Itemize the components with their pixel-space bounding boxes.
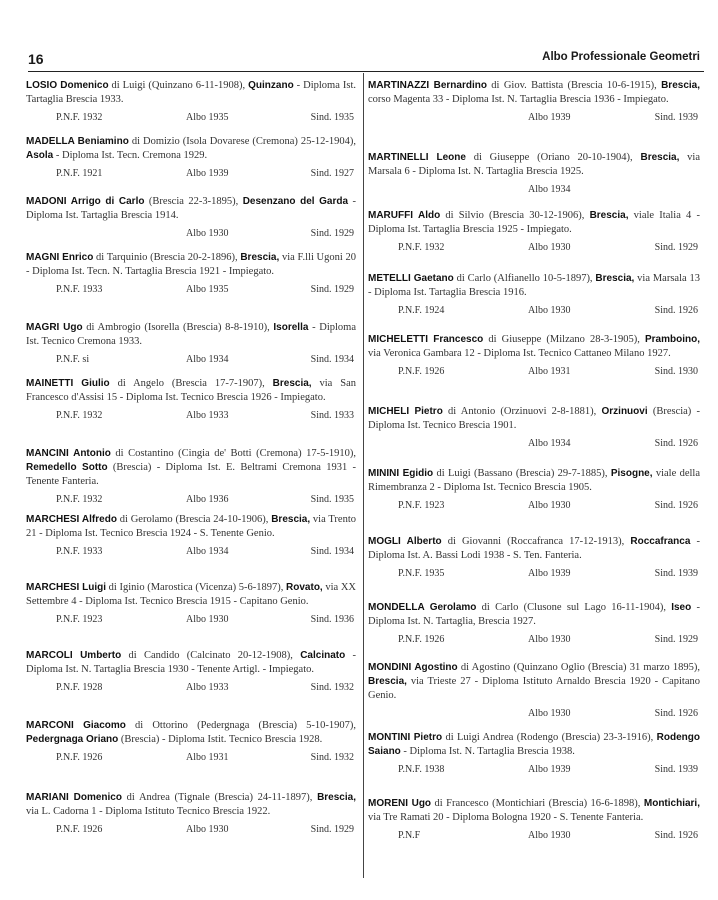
albo-value: Albo 1930 — [528, 242, 571, 253]
albo-value: Albo 1936 — [186, 494, 229, 505]
entry-place: Brescia, — [640, 152, 680, 163]
directory-entry — [368, 151, 700, 198]
albo-value: Albo 1933 — [186, 682, 229, 693]
sind-value: Sind. 1926 — [654, 708, 698, 719]
entry-text — [368, 209, 700, 237]
entry-name: MARTINAZZI Bernardino — [368, 80, 487, 91]
sind-value: Sind. 1935 — [310, 112, 354, 123]
entry-name: MANCINI Antonio — [26, 448, 111, 459]
entry-place: Rodengo Saiano — [368, 732, 700, 757]
albo-value: Albo 1939 — [528, 568, 571, 579]
entry-registration — [26, 546, 356, 560]
directory-entry — [26, 79, 356, 126]
entry-text — [26, 791, 356, 819]
entry-text — [26, 447, 356, 489]
entry-detail: di Luigi Andrea (Rodengo (Brescia) 23-3-1916), — [442, 732, 657, 743]
entry-registration — [26, 614, 356, 628]
entry-text — [26, 513, 356, 541]
entry-detail: (Brescia 22-3-1895), — [144, 196, 243, 207]
sind-value: Sind. 1926 — [654, 500, 698, 511]
sind-value: Sind. 1939 — [654, 764, 698, 775]
entry-detail: di Giov. Battista (Brescia 10-6-1915), — [486, 80, 662, 91]
pnf-value: P.N.F. 1926 — [56, 752, 103, 763]
entry-detail: di Ottorino (Pedergnaga (Brescia) 5-10-1907), — [125, 720, 356, 731]
sind-value: Sind. 1932 — [310, 752, 354, 763]
entry-registration — [26, 112, 356, 126]
entry-registration — [368, 112, 700, 126]
albo-value: Albo 1930 — [186, 824, 229, 835]
entry-name: MICHELI Pietro — [368, 406, 443, 417]
sind-value: Sind. 1929 — [310, 228, 354, 239]
entry-registration — [368, 305, 700, 319]
entry-place: Isorella — [273, 322, 309, 333]
directory-entry — [26, 649, 356, 696]
directory-entry — [26, 447, 356, 508]
entry-text — [368, 601, 700, 629]
directory-entry — [26, 251, 356, 298]
albo-value: Albo 1930 — [528, 634, 571, 645]
sind-value: Sind. 1934 — [310, 546, 354, 557]
entry-name: MARCHESI Alfredo — [26, 514, 117, 525]
entry-detail-after: viale Italia 4 - Diploma Ist. Tartaglia Brescia 1925 - Impiegato. — [368, 210, 700, 235]
sind-value: Sind. 1926 — [654, 305, 698, 316]
entry-place: Brescia, — [240, 252, 280, 263]
entry-registration — [368, 242, 700, 256]
albo-value: Albo 1939 — [528, 764, 571, 775]
entry-detail: di Iginio (Marostica (Vicenza) 5-6-1897), — [106, 582, 287, 593]
entry-name: MADONI Arrigo di Carlo — [26, 196, 145, 207]
entry-text — [368, 797, 700, 825]
entry-place: Brescia, — [317, 792, 356, 803]
pnf-value: P.N.F — [398, 830, 421, 841]
pnf-value: P.N.F. 1924 — [398, 305, 445, 316]
entry-registration — [368, 634, 700, 648]
entry-detail-after: viale della Rimembranza 2 - Diploma Ist. Tecnico Brescia 1905. — [368, 468, 700, 493]
directory-entry — [26, 377, 356, 424]
pnf-value: P.N.F. 1932 — [398, 242, 445, 253]
directory-entry — [368, 333, 700, 380]
entry-text — [368, 731, 700, 759]
entry-place: Brescia, — [595, 273, 635, 284]
entry-detail-after: via L. Cadorna 1 - Diploma Istituto Tecnico Brescia 1922. — [26, 806, 271, 817]
entry-place: Iseo — [671, 602, 692, 613]
entry-detail: di Antonio (Orzinuovi 2-8-1881), — [442, 406, 602, 417]
entry-text — [368, 272, 700, 300]
entry-registration — [26, 682, 356, 696]
entry-detail: di Costantino (Cingia de' Botti (Cremona) 17-5-1910), — [110, 448, 356, 459]
entry-name: MONDINI Agostino — [368, 662, 458, 673]
entry-registration — [368, 568, 700, 582]
entry-detail-after: via Tre Ramati 20 - Diploma Bologna 1920 - S. Tenente Fanteria. — [368, 812, 644, 823]
pnf-value: P.N.F. 1926 — [56, 824, 103, 835]
albo-value: Albo 1939 — [186, 168, 229, 179]
entry-detail: di Luigi (Bassano (Brescia) 29-7-1885), — [433, 468, 611, 479]
entry-registration — [368, 184, 700, 198]
entry-name: MAGRI Ugo — [26, 322, 83, 333]
sind-value: Sind. 1939 — [654, 568, 698, 579]
entry-place: Pisogne, — [610, 468, 653, 479]
albo-value: Albo 1933 — [186, 410, 229, 421]
pnf-value: P.N.F. 1932 — [56, 494, 103, 505]
entry-name: MAGNI Enrico — [26, 252, 94, 263]
entry-text — [26, 251, 356, 279]
entry-place: Brescia, — [271, 514, 311, 525]
entry-text — [26, 649, 356, 677]
entry-place: Brescia, — [368, 676, 407, 687]
entry-detail-after: - Diploma Ist. N. Tartaglia, Brescia 1927. — [368, 602, 700, 627]
entry-detail-after: via XX Settembre 4 - Diploma Ist. Tecnico Brescia 1915 - Capitano Genio. — [26, 582, 356, 607]
entry-registration — [26, 824, 356, 838]
entry-registration — [26, 168, 356, 182]
entry-registration — [26, 752, 356, 766]
entry-place: Roccafranca — [630, 536, 691, 547]
entry-detail: di Luigi (Quinzano 6-11-1908), — [108, 80, 249, 91]
entry-place: Pramboino, — [644, 334, 700, 345]
directory-entry — [368, 797, 700, 844]
entry-detail-after: - Diploma Ist. N. Tartaglia Brescia 1938. — [400, 746, 575, 757]
pnf-value: P.N.F. 1933 — [56, 284, 103, 295]
entry-detail: di Agostino (Quinzano Oglio (Brescia) 31 marzo 1895), — [457, 662, 700, 673]
entry-registration — [368, 764, 700, 778]
pnf-value: P.N.F. 1928 — [56, 682, 103, 693]
sind-value: Sind. 1933 — [310, 410, 354, 421]
directory-entry — [368, 209, 700, 256]
entry-detail: di Francesco (Montichiari (Brescia) 16-6-1898), — [431, 798, 644, 809]
pnf-value: P.N.F. 1926 — [398, 634, 445, 645]
pnf-value: P.N.F. 1932 — [56, 410, 103, 421]
entry-name: LOSIO Domenico — [26, 80, 109, 91]
entry-name: MOGLI Alberto — [368, 536, 442, 547]
albo-value: Albo 1931 — [528, 366, 571, 377]
entry-text — [26, 195, 356, 223]
entry-detail: di Ambrogio (Isorella (Brescia) 8-8-1910), — [82, 322, 274, 333]
entry-text — [26, 321, 356, 349]
entry-name: METELLI Gaetano — [368, 273, 454, 284]
sind-value: Sind. 1929 — [654, 634, 698, 645]
entry-place: Desenzano del Garda — [242, 196, 349, 207]
entry-detail-after: via San Francesco d'Assisi 15 - Diploma Ist. Tecnico Brescia 1926 - Impiegato. — [26, 378, 356, 403]
entry-place: Montichiari, — [643, 798, 700, 809]
entry-place: Calcinato — [300, 650, 346, 661]
entry-name: MONDELLA Gerolamo — [368, 602, 477, 613]
entry-name: MARUFFI Aldo — [368, 210, 441, 221]
entry-registration — [26, 410, 356, 424]
pnf-value: P.N.F. 1935 — [398, 568, 445, 579]
entry-detail-after: - Diploma Ist. Tartaglia Brescia 1933. — [26, 80, 356, 105]
albo-value: Albo 1930 — [186, 614, 229, 625]
entry-registration — [368, 500, 700, 514]
sind-value: Sind. 1939 — [654, 112, 698, 123]
albo-value: Albo 1930 — [528, 708, 571, 719]
pnf-value: P.N.F. 1938 — [398, 764, 445, 775]
directory-entry — [26, 581, 356, 628]
entry-place: Brescia, — [589, 210, 629, 221]
entry-detail: di Carlo (Clusone sul Lago 16-11-1904), — [476, 602, 672, 613]
entry-registration — [368, 366, 700, 380]
directory-entry — [368, 405, 700, 452]
directory-entry — [26, 513, 356, 560]
entry-registration — [368, 438, 700, 452]
sind-value: Sind. 1929 — [310, 824, 354, 835]
entry-place: Pedergnaga Oriano — [26, 734, 119, 745]
entry-place: Rovato, — [286, 582, 323, 593]
entry-text — [368, 333, 700, 361]
entry-detail-after: - Diploma Ist. Tartaglia Brescia 1914. — [26, 196, 356, 221]
albo-value: Albo 1935 — [186, 284, 229, 295]
entry-detail: di Tarquinio (Brescia 20-2-1896), — [93, 252, 241, 263]
sind-value: Sind. 1930 — [654, 366, 698, 377]
entry-detail: di Angelo (Brescia 17-7-1907), — [109, 378, 273, 389]
entry-name: MARCHESI Luigi — [26, 582, 107, 593]
pnf-value: P.N.F. 1923 — [398, 500, 445, 511]
albo-value: Albo 1930 — [186, 228, 229, 239]
entry-detail-after: via Trieste 27 - Diploma Istituto Arnaldo Brescia 1920 - Capitano Genio. — [368, 676, 700, 701]
entry-detail: di Giovanni (Roccafranca 17-12-1913), — [441, 536, 631, 547]
sind-value: Sind. 1936 — [310, 614, 354, 625]
entry-registration — [26, 228, 356, 242]
entry-name: MONTINI Pietro — [368, 732, 443, 743]
albo-value: Albo 1939 — [528, 112, 571, 123]
pnf-value: P.N.F. 1933 — [56, 546, 103, 557]
directory-entry — [368, 601, 700, 648]
entry-registration — [26, 494, 356, 508]
pnf-value: P.N.F. 1923 — [56, 614, 103, 625]
entry-text — [26, 581, 356, 609]
directory-entry — [368, 467, 700, 514]
entry-detail: di Andrea (Tignale (Brescia) 24-11-1897), — [121, 792, 318, 803]
directory-entry — [26, 321, 356, 368]
sind-value: Sind. 1932 — [310, 682, 354, 693]
directory-entry — [368, 79, 700, 126]
entry-registration — [368, 830, 700, 844]
entry-detail-after: corso Magenta 33 - Diploma Ist. N. Tartaglia Brescia 1936 - Impiegato. — [368, 94, 669, 105]
directory-entry — [26, 791, 356, 838]
directory-entry — [26, 719, 356, 766]
entry-name: MININI Egidio — [368, 468, 434, 479]
directory-entry — [26, 135, 356, 182]
entry-name: MICHELETTI Francesco — [368, 334, 484, 345]
entry-detail-after: via Marsala 6 - Diploma Ist. N. Tartaglia Brescia 1925. — [368, 152, 701, 177]
entry-detail: di Candido (Calcinato 20-12-1908), — [121, 650, 301, 661]
pnf-value: P.N.F. si — [56, 354, 90, 365]
sind-value: Sind. 1935 — [310, 494, 354, 505]
entry-name: MADELLA Beniamino — [26, 136, 129, 147]
directory-entry — [368, 535, 700, 582]
entry-detail-after: via Marsala 13 - Diploma Ist. Tartaglia Brescia 1916. — [368, 273, 700, 298]
entry-registration — [26, 354, 356, 368]
albo-value: Albo 1931 — [186, 752, 229, 763]
entry-detail-after: via Trento 21 - Diploma Ist. Tecnico Brescia 1924 - S. Tenente Genio. — [26, 514, 356, 539]
sind-value: Sind. 1926 — [654, 438, 698, 449]
entry-detail-after: (Brescia) - Diploma Ist. Tecnico Brescia 1901. — [368, 406, 700, 431]
sind-value: Sind. 1929 — [654, 242, 698, 253]
directory-entry — [368, 272, 700, 319]
entry-detail-after: - Diploma Ist. Tecnico Cremona 1933. — [26, 322, 357, 347]
sind-value: Sind. 1927 — [310, 168, 354, 179]
entry-name: MORENI Ugo — [368, 798, 432, 809]
entry-registration — [368, 708, 700, 722]
entry-place: Remedello Sotto — [26, 462, 108, 473]
directory-entry — [26, 195, 356, 242]
directory-entry — [368, 731, 700, 778]
entry-detail-after: - Diploma Ist. N. Tartaglia Brescia 1930 - Tenente Artigl. - Impiegato. — [26, 650, 356, 675]
sind-value: Sind. 1929 — [310, 284, 354, 295]
entry-detail: di Giuseppe (Oriano 20-10-1904), — [465, 152, 641, 163]
entry-name: MARCOLI Umberto — [26, 650, 122, 661]
column-divider — [363, 73, 364, 878]
pnf-value: P.N.F. 1932 — [56, 112, 103, 123]
albo-value: Albo 1934 — [528, 184, 571, 195]
sind-value: Sind. 1934 — [310, 354, 354, 365]
entry-place: Brescia, — [272, 378, 312, 389]
entry-text — [26, 377, 356, 405]
entry-detail: di Carlo (Alfianello 10-5-1897), — [453, 273, 596, 284]
albo-value: Albo 1930 — [528, 305, 571, 316]
entry-text — [368, 79, 700, 107]
entry-detail-after: (Brescia) - Diploma Istit. Tecnico Brescia 1928. — [118, 734, 323, 745]
entry-name: MARTINELLI Leone — [368, 152, 466, 163]
entry-detail: di Giuseppe (Milzano 28-3-1905), — [483, 334, 645, 345]
page-number: 16 — [28, 51, 44, 67]
entry-text — [368, 535, 700, 563]
albo-value: Albo 1930 — [528, 830, 571, 841]
entry-text — [26, 719, 356, 747]
entry-name: MARCONI Giacomo — [26, 720, 126, 731]
entry-name: MAINETTI Giulio — [26, 378, 110, 389]
entry-detail: di Silvio (Brescia 30-12-1906), — [440, 210, 590, 221]
entry-place: Orzinuovi — [601, 406, 648, 417]
entry-place: Quinzano — [248, 80, 294, 91]
albo-value: Albo 1934 — [186, 354, 229, 365]
albo-value: Albo 1934 — [528, 438, 571, 449]
entry-detail-after: - Diploma Ist. Tecn. Cremona 1929. — [53, 150, 208, 161]
entry-detail-after: via Veronica Gambara 12 - Diploma Ist. Tecnico Cattaneo Milano 1927. — [368, 348, 671, 359]
pnf-value: P.N.F. 1926 — [398, 366, 445, 377]
entry-detail-after: - Diploma Ist. A. Bassi Lodi 1938 - S. Ten. Fanteria. — [368, 536, 700, 561]
entry-text — [368, 661, 700, 703]
albo-value: Albo 1930 — [528, 500, 571, 511]
entry-detail: di Gerolamo (Brescia 24-10-1906), — [116, 514, 272, 525]
entry-detail: di Domizio (Isola Dovarese (Cremona) 25-12-1904), — [128, 136, 356, 147]
page-header — [0, 47, 718, 73]
albo-value: Albo 1935 — [186, 112, 229, 123]
running-title: Albo Professionale Geometri — [542, 51, 700, 63]
pnf-value: P.N.F. 1921 — [56, 168, 103, 179]
entry-registration — [26, 284, 356, 298]
entry-detail-after: (Brescia) - Diploma Ist. E. Beltrami Cremona 1931 - Tenente Fanteria. — [26, 462, 356, 487]
entry-text — [368, 405, 700, 433]
entry-text — [368, 151, 700, 179]
sind-value: Sind. 1926 — [654, 830, 698, 841]
entry-text — [26, 135, 356, 163]
entry-detail-after: via F.lli Ugoni 20 - Diploma Ist. Tecn. N. Tartaglia Brescia 1921 - Impiegato. — [26, 252, 357, 277]
albo-value: Albo 1934 — [186, 546, 229, 557]
header-rule — [28, 71, 704, 72]
directory-entry — [368, 661, 700, 722]
entry-text — [26, 79, 356, 107]
entry-place: Brescia, — [661, 80, 700, 91]
entry-text — [368, 467, 700, 495]
entry-name: MARIANI Domenico — [26, 792, 122, 803]
entry-place: Asola — [26, 150, 54, 161]
